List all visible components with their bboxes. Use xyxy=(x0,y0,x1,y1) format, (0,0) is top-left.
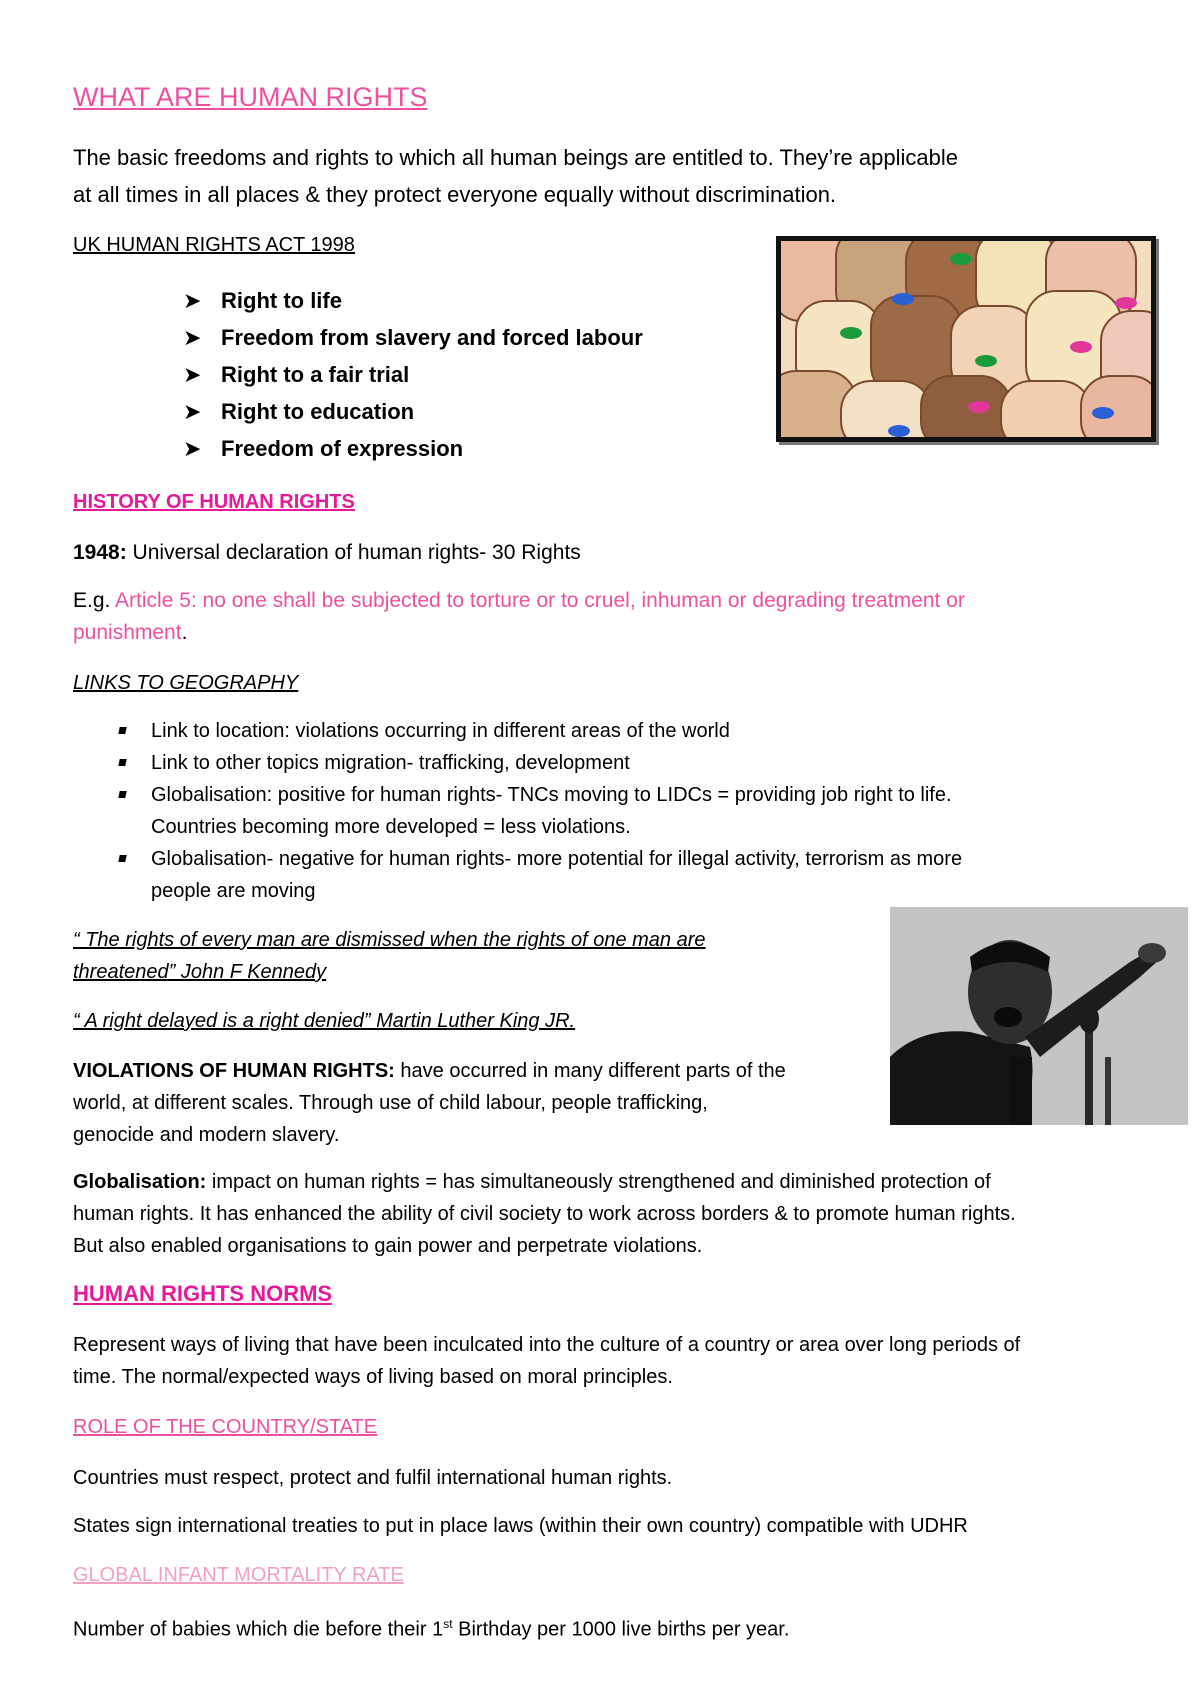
right-label: Right to education xyxy=(221,399,415,424)
list-item xyxy=(73,747,962,779)
arrowhead-bullet-icon: ➤ xyxy=(183,362,202,387)
quote-line: threatened” John F Kennedy xyxy=(73,961,327,983)
link-text: people are moving xyxy=(151,880,316,902)
list-item xyxy=(183,282,643,319)
violations-line: genocide and modern slavery. xyxy=(73,1124,340,1146)
violations-line: world, at different scales. Through use of child labour, people trafficking, xyxy=(73,1092,708,1114)
rights-list xyxy=(183,282,643,467)
square-bullet-icon xyxy=(118,727,126,734)
raised-fists-graphic xyxy=(781,241,1151,437)
norms-line: time. The normal/expected ways of living based on moral principles. xyxy=(73,1366,673,1388)
globalisation-label: Globalisation: xyxy=(73,1171,207,1193)
link-text: Link to location: violations occurring in different areas of the world xyxy=(151,720,730,742)
udhr-year: 1948: xyxy=(73,541,127,564)
udhr-line xyxy=(73,537,581,569)
norms-heading: HUMAN RIGHTS NORMS xyxy=(73,1281,333,1306)
arrowhead-bullet-icon: ➤ xyxy=(183,436,202,461)
violations-text: have occurred in many different parts of the xyxy=(394,1060,786,1082)
imr-superscript: st xyxy=(443,1617,453,1631)
arrowhead-bullet-icon: ➤ xyxy=(183,399,202,424)
history-heading: HISTORY OF HUMAN RIGHTS xyxy=(73,491,355,513)
article5-paragraph xyxy=(73,585,965,649)
violations-line xyxy=(73,1055,786,1087)
arrowhead-bullet-icon: ➤ xyxy=(183,288,202,313)
arrowhead-bullet-icon: ➤ xyxy=(183,325,202,350)
intro-line: The basic freedoms and rights to which all human beings are entitled to. They’re applicable xyxy=(73,145,958,170)
right-label: Right to life xyxy=(221,288,342,313)
square-bullet-icon xyxy=(118,855,126,862)
raised-fists-illustration xyxy=(776,236,1156,442)
links-heading: LINKS TO GEOGRAPHY xyxy=(73,672,299,694)
list-item xyxy=(73,715,962,747)
list-item xyxy=(183,356,643,393)
article5-line xyxy=(73,617,965,649)
uk-act-heading: UK HUMAN RIGHTS ACT 1998 xyxy=(73,234,355,256)
violations-label: VIOLATIONS OF HUMAN RIGHTS: xyxy=(73,1060,395,1082)
page-title: WHAT ARE HUMAN RIGHTS xyxy=(73,82,428,112)
udhr-text: Universal declaration of human rights- 30 Rights xyxy=(126,541,581,564)
link-text: Globalisation- negative for human rights- more potential for illegal activity, terrorism as more xyxy=(151,848,963,870)
article5-text: punishment xyxy=(73,621,182,644)
square-bullet-icon xyxy=(118,759,126,766)
norms-paragraph xyxy=(73,1329,1020,1393)
globalisation-text: impact on human rights = has simultaneously strengthened and diminished protection of xyxy=(206,1171,991,1193)
list-item xyxy=(183,393,643,430)
imr-definition xyxy=(73,1608,789,1646)
role-line-2: States sign international treaties to put in place laws (within their own country) compatible with UDHR xyxy=(73,1515,968,1537)
mlk-photo-graphic xyxy=(890,907,1188,1125)
norms-line: Represent ways of living that have been inculcated into the culture of a country or area over long periods of xyxy=(73,1334,1021,1356)
globalisation-paragraph xyxy=(73,1166,1016,1262)
intro-line: at all times in all places & they protect everyone equally without discrimination. xyxy=(73,182,837,207)
imr-heading: GLOBAL INFANT MORTALITY RATE xyxy=(73,1564,404,1586)
quote-jfk xyxy=(73,924,706,988)
globalisation-line: But also enabled organisations to gain power and perpetrate violations. xyxy=(73,1235,703,1257)
globalisation-line xyxy=(73,1166,1016,1198)
article5-period: . xyxy=(181,621,188,644)
article5-text: Article 5: no one shall be subjected to torture or to cruel, inhuman or degrading treatment or xyxy=(115,589,965,612)
martin-luther-king-photo xyxy=(890,907,1188,1125)
link-text: Countries becoming more developed = less violations. xyxy=(151,816,631,838)
list-item xyxy=(73,779,962,843)
violations-paragraph xyxy=(73,1055,786,1151)
quote-line: “ The rights of every man are dismissed when the rights of one man are xyxy=(73,929,706,951)
eg-prefix: E.g. xyxy=(73,589,116,612)
role-line-1: Countries must respect, protect and fulfil international human rights. xyxy=(73,1467,673,1489)
link-text: Link to other topics migration- trafficking, development xyxy=(151,752,630,774)
role-heading: ROLE OF THE COUNTRY/STATE xyxy=(73,1416,378,1438)
square-bullet-icon xyxy=(118,791,126,798)
list-item xyxy=(183,319,643,356)
link-text: Globalisation: positive for human rights- TNCs moving to LIDCs = providing job right to life. xyxy=(151,784,952,806)
imr-text: Birthday per 1000 live births per year. xyxy=(452,1618,790,1641)
article5-line xyxy=(73,585,965,617)
right-label: Right to a fair trial xyxy=(221,362,410,387)
list-item xyxy=(183,430,643,467)
imr-text: Number of babies which die before their 1 xyxy=(73,1618,444,1641)
links-list xyxy=(73,715,962,907)
globalisation-line: human rights. It has enhanced the ability of civil society to work across borders & to promote human rights. xyxy=(73,1203,1016,1225)
intro-paragraph xyxy=(73,139,958,213)
right-label: Freedom from slavery and forced labour xyxy=(221,325,643,350)
list-item xyxy=(73,843,962,907)
right-label: Freedom of expression xyxy=(221,436,464,461)
quote-mlk: “ A right delayed is a right denied” Martin Luther King JR. xyxy=(73,1010,576,1032)
